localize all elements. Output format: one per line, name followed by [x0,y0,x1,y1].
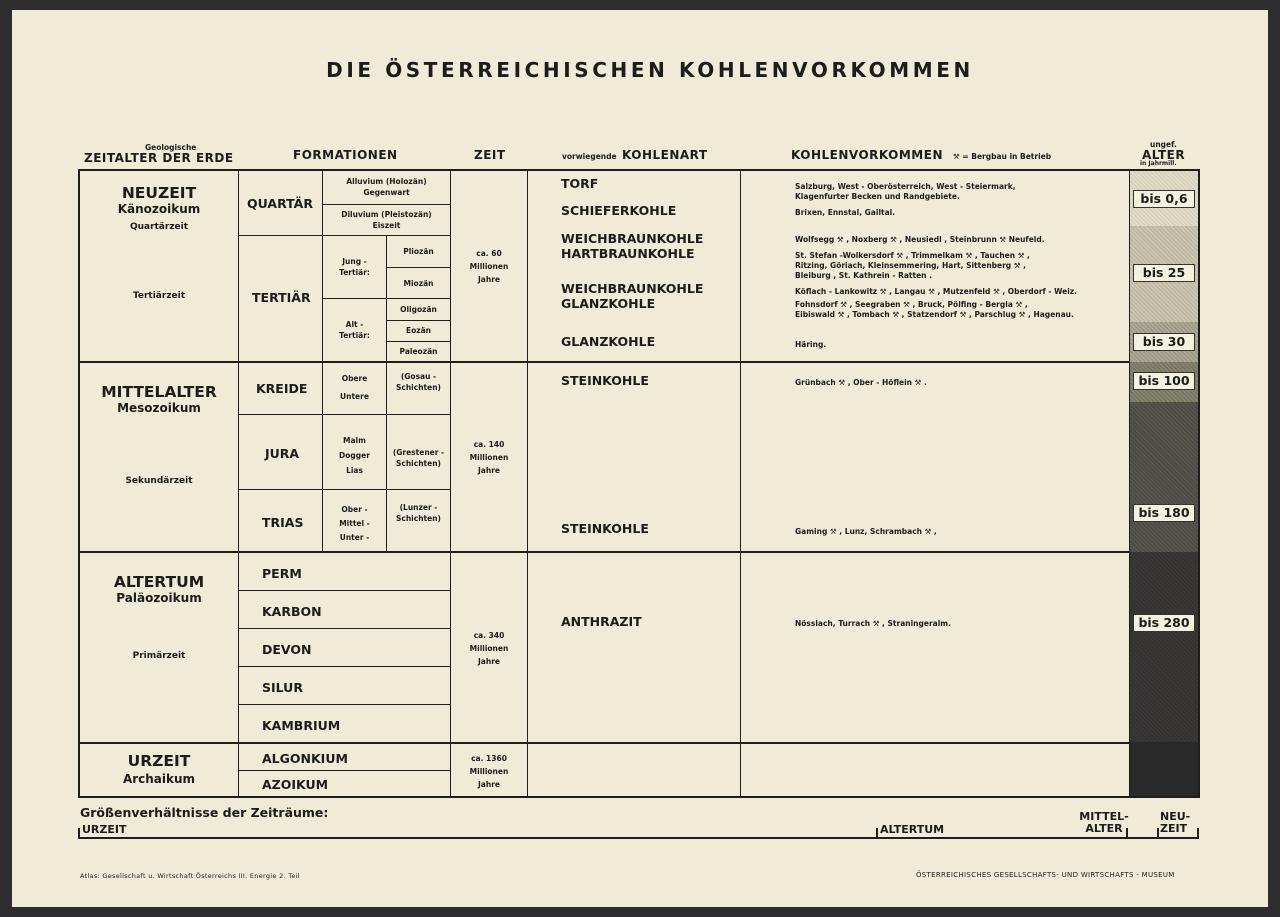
age-box-3: bis 100 [1133,372,1195,390]
occ-schiefer: Brixen, Ennstal, Gailtal. [795,208,896,217]
scale-tick-3 [1157,828,1159,838]
col-divider-vorkommen [740,171,741,796]
header-vorkommen: KOHLENVORKOMMEN [791,148,943,162]
time-urzeit: ca. 1360 Millionen Jahre [469,754,509,789]
occ-torf-1: Salzburg, West - Oberösterreich, West - Steiermark, [795,182,1016,191]
quartaer-divider [238,235,450,236]
occ-hartbraun-2: Ritzing, Göriach, Kleinsemmering, Hart, Sittenberg ⚒ , [795,261,1026,270]
karbon-divider [238,628,450,629]
scale-altertum: ALTERTUM [880,823,945,836]
era-neuzeit-sub1: Quartärzeit [129,222,189,232]
occ-hartbraun-1: St. Stefan -Wolkersdorf ⚒ , Trimmelkam ⚒ , Tauchen ⚒ , [795,251,1030,260]
era-neuzeit-sub2: Tertiärzeit [132,291,186,301]
trias-epochs: Ober - Mittel - Unter - [339,505,370,542]
coal-torf: TORF [561,176,599,191]
oligozaen-divider [386,320,450,321]
formation-azoikum: AZOIKUM [262,777,329,792]
kreide-untere: Untere [340,392,369,401]
poster-title: DIE ÖSTERREICHISCHEN KOHLENVORKOMMEN [326,58,974,82]
formation-perm: PERM [262,566,302,581]
pliozaen-divider [386,267,450,268]
occ-weichbraun-2: Köflach - Lankowitz ⚒ , Langau ⚒ , Mutzenfeld ⚒ , Oberdorf - Weiz. [795,287,1078,296]
oligozaen-label: Oligozän [400,305,437,314]
coal-glanz-2: GLANZKOHLE [561,334,656,349]
era-neuzeit: NEUZEIT [121,184,197,202]
occ-stein-2: Gaming ⚒ , Lunz, Schrambach ⚒ , [795,527,937,536]
footer-left: Atlas: Gesellschaft u. Wirtschaft Österreichs III. Energie 2. Teil [80,872,300,880]
header-geo-small: Geologische [145,143,197,152]
era-altertum-sub: Primärzeit [132,651,186,661]
diluvium-label: Diluvium (Pleistozän) Eiszeit [341,210,432,230]
coal-anthrazit: ANTHRAZIT [561,614,642,629]
occ-hartbraun-3: Bleiburg , St. Kathrein - Ratten . [795,271,932,280]
jura-divider [238,489,450,490]
jung-alt-divider [322,298,450,299]
header-alter-small: ungef. [1150,140,1177,149]
formation-tertiaer: TERTIÄR [252,290,311,305]
era-mittelalter-sub: Sekundärzeit [125,476,193,486]
scale-neuzeit: NEU- ZEIT [1160,810,1191,835]
age-box-4: bis 180 [1133,504,1195,522]
occ-stein-1: Grünbach ⚒ , Ober - Höflein ⚒ . [795,378,927,387]
era-mittelalter: MITTELALTER [101,383,217,401]
pliozaen-label: Pliozän [403,247,434,256]
perm-divider [238,590,450,591]
occ-anthrazit: Nösslach, Turrach ⚒ , Straningeralm. [795,619,951,628]
scale-mittelalter: MITTEL- ALTER [1079,810,1129,835]
table-bottom-border [78,796,1199,798]
algonkium-divider [238,770,450,771]
occ-weichbraun-1: Wolfsegg ⚒ , Noxberg ⚒ , Neusiedl , Steinbrunn ⚒ Neufeld. [795,235,1045,244]
header-alter: ALTER [1142,148,1186,162]
miozaen-label: Miozän [403,279,434,288]
coal-hartbraun: HARTBRAUNKOHLE [561,246,695,261]
era-altertum-latin: Paläozoikum [116,591,202,605]
scale-tick-1 [876,828,878,838]
kreide-obere: Obere [341,374,368,383]
eozaen-divider [386,341,450,342]
silur-divider [238,704,450,705]
coal-stein-2: STEINKOHLE [561,521,649,536]
formation-kambrium: KAMBRIUM [262,718,341,733]
era-divider-1 [78,361,1130,363]
coal-glanz-1: GLANZKOHLE [561,296,656,311]
coal-schiefer: SCHIEFERKOHLE [561,203,677,218]
alluvium-divider [322,204,450,205]
header-formationen: FORMATIONEN [293,148,398,162]
formation-jura: JURA [265,446,300,461]
era-divider-2 [78,551,1130,553]
jura-epochs: Malm Dogger Lias [339,436,370,475]
alluvium-label: Alluvium (Holozän) Gegenwart [346,177,427,197]
header-alter-unit: in Jahrmill. [1140,160,1177,167]
era-urzeit-latin: Archaikum [122,772,196,786]
era-mittelalter-latin: Mesozoikum [117,401,201,415]
gosau-label: (Gosau - Schichten) [396,372,441,392]
age-box-0: bis 0,6 [1133,190,1195,208]
footer-right: ÖSTERREICHISCHES GESELLSCHAFTS- UND WIRTSCHAFTS - MUSEUM [916,871,1175,879]
scale-tick-4 [1197,828,1199,838]
coal-stein-1: STEINKOHLE [561,373,649,388]
header-zeitalter: ZEITALTER DER ERDE [84,151,234,165]
formation-algonkium: ALGONKIUM [262,751,348,766]
age-box-5: bis 280 [1133,614,1195,632]
header-kohlenart-small: vorwiegende [562,152,617,161]
formation-quartaer: QUARTÄR [247,196,313,211]
col-divider-alter [1129,171,1130,796]
kreide-divider [238,414,450,415]
col-divider-kohlenart [527,171,528,796]
scale-line [78,837,1199,839]
occ-glanz-2: Eibiswald ⚒ , Tombach ⚒ , Statzendorf ⚒ , Parschlug ⚒ , Hagenau. [795,310,1074,319]
occ-glanz-1: Fohnsdorf ⚒ , Seegraben ⚒ , Bruck, Pölfing - Bergla ⚒ , [795,300,1028,309]
table-top-border [78,169,1199,171]
scale-tick-0 [78,828,80,838]
formation-kreide: KREIDE [256,381,308,396]
era-neuzeit-latin: Känozoikum [117,202,201,216]
scale-title: Größenverhältnisse der Zeiträume: [80,805,329,820]
age-box-1: bis 25 [1133,264,1195,282]
header-zeit: ZEIT [474,148,506,162]
time-mittelalter: ca. 140 Millionen Jahre [469,440,509,475]
formation-silur: SILUR [262,680,303,695]
scale-urzeit: URZEIT [82,823,127,836]
jung-tertiaer-label: Jung - Tertiär: [339,257,370,277]
grestener-label: (Grestener - Schichten) [392,448,445,468]
era-altertum: ALTERTUM [113,573,205,591]
time-altertum: ca. 340 Millionen Jahre [469,631,509,666]
coal-weichbraun-2: WEICHBRAUNKOHLE [561,281,704,296]
formation-karbon: KARBON [262,604,322,619]
age-box-2: bis 30 [1133,333,1195,351]
header-vorkommen-legend: ⚒ = Bergbau in Betrieb [953,152,1052,161]
alt-tertiaer-label: Alt - Tertiär: [339,320,370,340]
coal-weichbraun-1: WEICHBRAUNKOHLE [561,231,704,246]
eozaen-label: Eozän [405,326,432,335]
time-neuzeit: ca. 60 Millionen Jahre [469,249,509,284]
col-divider-formation [238,171,239,796]
devon-divider [238,666,450,667]
era-urzeit: URZEIT [127,752,191,770]
lunzer-label: (Lunzer - Schichten) [396,503,441,523]
paleozaen-label: Paleozän [399,347,438,356]
formation-devon: DEVON [262,642,312,657]
occ-torf-2: Klagenfurter Becken und Randgebiete. [795,192,960,201]
era-divider-3 [78,742,1130,744]
header-kohlenart: KOHLENART [622,148,708,162]
table-right-border [1198,169,1200,798]
formation-trias: TRIAS [262,515,304,530]
occ-haering: Häring. [795,340,827,349]
